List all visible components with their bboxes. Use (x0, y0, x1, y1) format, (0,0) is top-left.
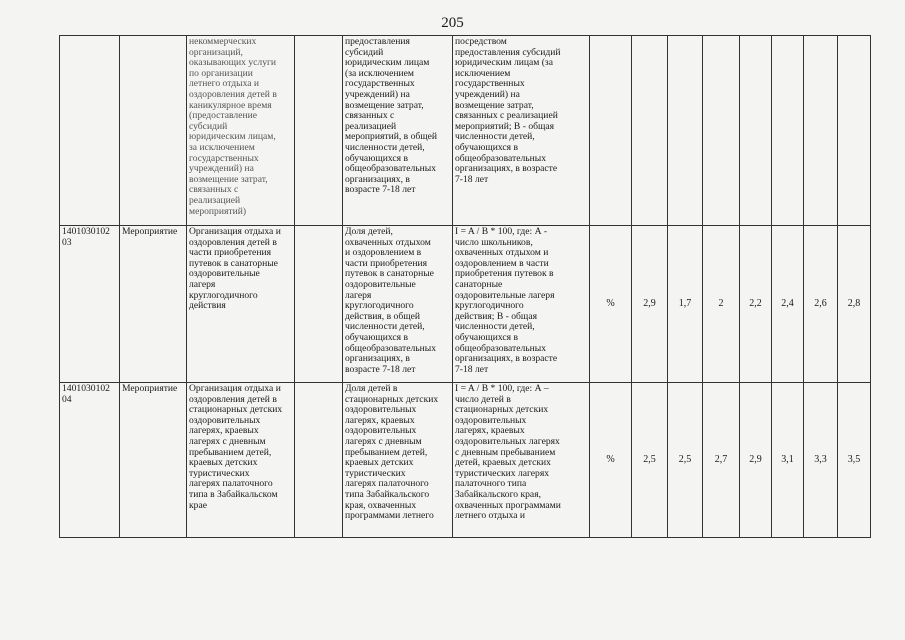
page-number: 205 (441, 15, 464, 31)
row-unit (590, 36, 632, 226)
table-row (60, 36, 871, 226)
row-unit: % (590, 226, 632, 383)
table-row (60, 383, 871, 538)
row-value (740, 36, 772, 226)
row-value (632, 36, 668, 226)
indicators-table (59, 35, 871, 538)
row-blank (295, 383, 343, 538)
row-name: Организация отдыха и оздоровления детей в части приобретения путевок в санаторные оздоровительные лагеря круглогодичного действия (187, 226, 295, 383)
row-value (838, 36, 871, 226)
row-blank (295, 226, 343, 383)
row-value (668, 36, 703, 226)
row-value: 2,8 (838, 226, 871, 383)
row-indicator: Доля детей в стационарных детских оздоровительных лагерях, краевых оздоровительных лагерях с дневным пребыванием детей, краевых детских туристических лагерях палаточного типа Забайкальского края, охваченных программами летнего (343, 383, 453, 538)
row-value (804, 36, 838, 226)
row-value: 2,7 (703, 383, 740, 538)
row-value: 3,5 (838, 383, 871, 538)
row-type: Мероприятие (120, 226, 187, 383)
row-value: 2,4 (772, 226, 804, 383)
row-value: 2,9 (632, 226, 668, 383)
row-code (60, 36, 120, 226)
row-unit: % (590, 383, 632, 538)
row-indicator: Доля детей, охваченных отдыхом и оздоровлением в части приобретения путевок в санаторные оздоровительные лагеря круглогодичного действия, в общей численности детей, обучающихся в общеобразовательных организациях, в возрасте 7-18 лет (343, 226, 453, 383)
row-value: 1,7 (668, 226, 703, 383)
row-blank (295, 36, 343, 226)
row-name: Организация отдыха и оздоровления детей в стационарных детских оздоровительных лагерях, краевых лагерях с дневным пребыванием детей, краевых детских туристических лагерях палаточного типа в Забайкальском крае (187, 383, 295, 538)
row-value (703, 36, 740, 226)
row-value: 2 (703, 226, 740, 383)
row-code: 1401030102 04 (60, 383, 120, 538)
table-row (60, 226, 871, 383)
row-indicator: предоставления субсидий юридическим лицам (за исключением государственных учреждений) на возмещение затрат, связанных с реализацией мероприятий, в общей численности детей, обучающихся в общеобразовательных организациях, в возрасте 7-18 лет (343, 36, 453, 226)
row-value: 2,5 (668, 383, 703, 538)
row-value: 2,5 (632, 383, 668, 538)
row-value: 2,6 (804, 226, 838, 383)
row-formula: I = A / B * 100, где: А – число детей в стационарных детских оздоровительных лагерях, краевых оздоровительных лагерях с дневным пребыванием детей, краевых детских туристических лагерях палаточного типа Забайкальского края, охваченных программами летнего отдыха и (453, 383, 590, 538)
row-value (772, 36, 804, 226)
row-value: 2,2 (740, 226, 772, 383)
row-value: 2,9 (740, 383, 772, 538)
row-type (120, 36, 187, 226)
row-formula: I = A / B * 100, где: А - число школьников, охваченных отдыхом и оздоровлением в части приобретения путевок в санаторные оздоровительные лагеря круглогодичного действия; В - общая численности детей, обучающихся в общеобразовательных организациях, в возрасте 7-18 лет (453, 226, 590, 383)
row-code: 1401030102 03 (60, 226, 120, 383)
row-value: 3,3 (804, 383, 838, 538)
row-value: 3,1 (772, 383, 804, 538)
row-formula: посредством предоставления субсидий юридическим лицам (за исключением государственных учреждений) на возмещение затрат, связанных с реализацией мероприятий; В - общая численности детей, обучающихся в общеобразовательных организациях, в возрасте 7-18 лет (453, 36, 590, 226)
row-name: некоммерческих организаций, оказывающих услуги по организации летнего отдыха и оздоровления детей в каникулярное время (предоставление субсидий юридическим лицам, за исключением государственных учреждений) на возмещение затрат, связанных с реализацией мероприятий) (187, 36, 295, 226)
row-type: Мероприятие (120, 383, 187, 538)
